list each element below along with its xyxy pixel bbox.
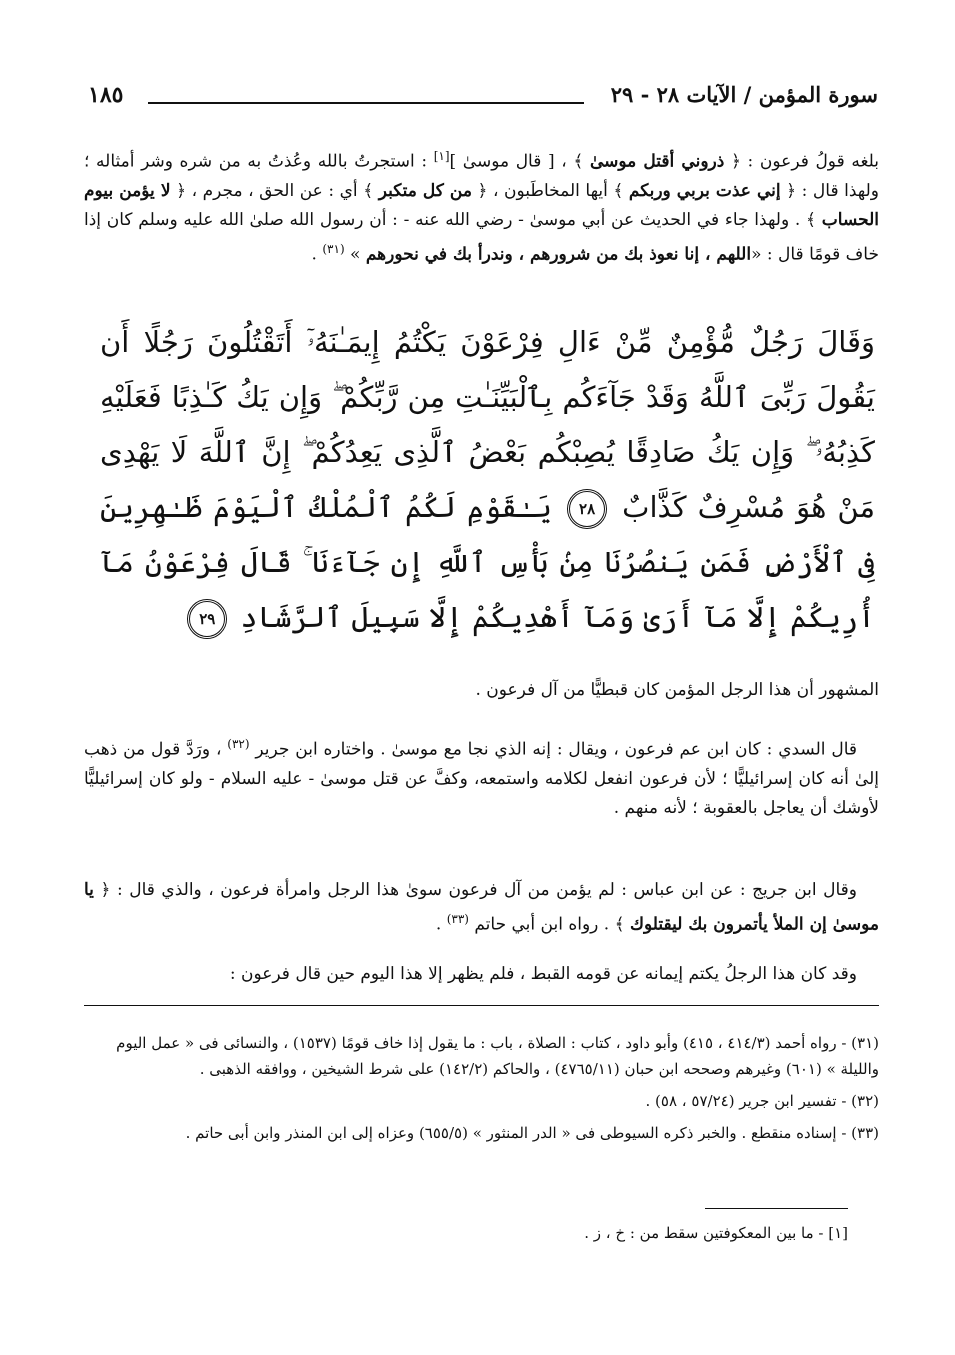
intro-text-8: . [311, 244, 323, 265]
intro-quote-4: لا يؤمن بيوم الحساب [84, 180, 879, 230]
paragraph-3-text-a: وقال ابن جريج : عن ابن عباس : لم يؤمن من آل فرعون سوىٰ هذا الرجل وامرأة فرعون ، والذي قال : ﴿ [100, 880, 858, 900]
intro-paragraph [84, 142, 879, 269]
header-rule [148, 102, 584, 104]
paragraph-2-text-a: قال السدي : كان ابن عم فرعون ، ويقال : إنه الذي نجا مع موسىٰ . واختاره ابن جرير [255, 739, 858, 760]
intro-text-6: ﴾ . ولهذا جاء في الحديث عن أبي موسىٰ - رضي الله عنه - : أن رسول الله صلىٰ الله عليه وسلم كان إذا خاف قومًا قال : « [84, 209, 879, 265]
intro-text-3: : استجرتُ بالله وعُذتُ به من شره وشر أمثاله ؛ ولهذا قال : ﴿ [84, 151, 880, 201]
intro-text-5: ﴾ أي : عن الحق ، مجرم ، ﴿ [176, 180, 374, 201]
paragraph-2 [84, 730, 879, 823]
paragraph-3-text-b: ﴾ . رواه ابن أبي حاتم [474, 914, 625, 935]
paragraph-3-quote: يا موسىٰ إن الملأ يأتمرون بك ليقتلوك [84, 880, 879, 935]
footnote-separator [84, 1005, 879, 1006]
intro-text-4: ﴾ أيها المخاطَبون ، ﴿ [477, 180, 624, 201]
paragraph-4: وقد كان هذا الرجلُ يكتم إيمانه عن قومه القبط ، فلم يظهر إلا هذا اليوم حين قال فرعون : [229, 964, 857, 984]
intro-hadith-quote: اللهم ، إنا نعوذ بك من شرورهم ، وندرأ بك في نحورهم [365, 244, 752, 265]
ayah-number-29: ٢٩ [187, 599, 227, 639]
intro-text-7: » [350, 244, 361, 265]
footnote-ref-33: (٣٣) [446, 912, 469, 926]
paragraph-3 [84, 876, 879, 940]
verse-29-text: يَـٰقَوْمِ لَكُمُ ٱلْمُلْكُ ٱلْيَوْمَ ظَـٰهِرِينَ فِى ٱلْأَرْضِ فَمَن يَنصُرُنَا مِنۢ بَأْسِ ٱللَّهِ إِن جَآءَنَا ۚ قَالَ فِرْعَوْنُ مَآ أُرِيكُمْ إِلَّا مَآ أَرَىٰ وَمَآ أَهْدِيكُمْ إِلَّا سَبِيلَ ٱلرَّشَادِ [100, 490, 875, 634]
quran-verses [100, 315, 875, 645]
footnote-ref-31: (٣١) [322, 241, 345, 256]
surah-title: سورة المؤمن / الآيات ٢٨ - ٢٩ [610, 82, 878, 107]
intro-quote-3: من كل متكبر [378, 180, 472, 201]
editor-note: [١] - ما بين المعكوفتين سقط من : خ ، ز . [584, 1224, 848, 1242]
page-header [88, 82, 878, 118]
paragraph-2-text-b: ، ورَدَّ قول من ذهب إلىٰ أنه كان إسرائيليًّا ؛ لأن فرعون انفعل لكلامه واستمعه، وكفَّ عن قتل موسىٰ - عليه السلام - ولو كان إسرائيليًّا لأوشك أن يعاجل بالعقوبة ؛ لأنه منهم . [84, 739, 879, 818]
footnote-32: (٣٢) - تفسير ابن جرير (٥٧/٢٤ ، ٥٨) . [645, 1092, 879, 1110]
editor-note-ref: [١] [433, 149, 450, 163]
footnote-ref-32: (٣٢) [227, 737, 250, 751]
intro-text-1: بلغه قولُ فرعون : ﴿ [730, 151, 880, 172]
intro-quote-2: إني عذت بربي وربكم [628, 180, 781, 201]
footnotes [84, 1030, 879, 1152]
page-number: ١٨٥ [88, 82, 124, 108]
paragraph-1: المشهور أن هذا الرجل المؤمن كان قبطيًّا من آل فرعون . [475, 680, 879, 700]
footnote-33: (٣٣) - إسناده منقطع . والخبر ذكره السيوطى فى « الدر المنثور » (٦٥٥/٥) وعزاه إلى ابن المنذر وابن أبى حاتم . [185, 1124, 879, 1142]
intro-text-2: ﴾ ، [ قال موسىٰ ] [449, 151, 584, 172]
intro-quote-1: ذروني أقتل موسىٰ [589, 151, 725, 172]
verse-28-text: وَقَالَ رَجُلٌ مُّؤْمِنٌ مِّنْ ءَالِ فِرْعَوْنَ يَكْتُمُ إِيمَـٰنَهُۥٓ أَتَقْتُلُونَ رَجُلًا أَن يَقُولَ رَبِّىَ ٱللَّهُ وَقَدْ جَآءَكُم بِٱلْبَيِّنَـٰتِ مِن رَّبِّكُمْ ۖ وَإِن يَكُ كَـٰذِبًا فَعَلَيْهِ كَذِبُهُۥ ۖ وَإِن يَكُ صَادِقًا يُصِبْكُم بَعْضُ ٱلَّذِى يَعِدُكُمْ ۖ إِنَّ ٱللَّهَ لَا يَهْدِى مَنْ هُوَ مُسْرِفٌ كَذَّابٌ [100, 325, 876, 524]
footnote-31: (٣١) - رواه أحمد (٤١٤/٣ ، ٤١٥) وأبو داود ، كتاب : الصلاة ، باب : ما يقول إذا خاف قومًا (١٥٣٧) ، والنسائى فى « عمل اليوم والليلة » (٦٠١) وغيرهم وصححه ابن حبان (٤٧٦٥/١١) ، والحاكم (١٤٢/٢) على شرط الشيخين ، ووافقه الذهبى . [116, 1034, 879, 1078]
ayah-number-28: ٢٨ [567, 489, 607, 529]
editor-note-separator [705, 1208, 848, 1209]
paragraph-3-text-c: . [435, 914, 447, 935]
